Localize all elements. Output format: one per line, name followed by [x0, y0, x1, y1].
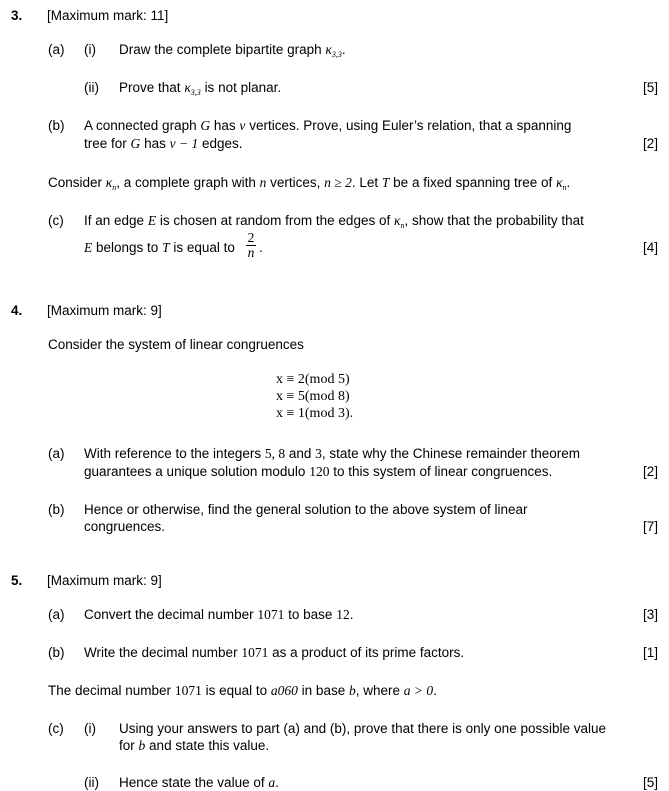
q3a-i-label: (i) — [84, 42, 96, 57]
q4-number: 4. — [11, 303, 23, 318]
q5a-mark: [3] — [642, 607, 658, 622]
kn-symbol: $\kappa_n$ — [105, 175, 117, 192]
q3a-i-question: Draw the complete bipartite graph $\kappa_{3,3}$. — [119, 42, 346, 59]
k33-symbol: $\kappa_{3,3}$ — [184, 80, 201, 97]
q5c-label: (c) — [48, 721, 64, 736]
q4b-mark: [7] — [642, 519, 658, 534]
q3a-i-text: Draw the complete bipartite graph — [119, 42, 322, 57]
q3a-ii-label: (ii) — [84, 80, 99, 95]
q3-consider: Consider $\kappa_n$, a complete graph with n vertices, n ≥ 2. Let T be a fixed spanning tree of $\kappa_n$. — [48, 175, 571, 192]
q3a-ii-question: Prove that $\kappa_{3,3}$ is not planar. — [119, 80, 282, 97]
q4b-line1: Hence or otherwise, find the general solution to the above system of linear — [84, 502, 528, 517]
q5c-i-line2: for b and state this value. — [119, 738, 270, 753]
q3c-end: . — [259, 240, 263, 255]
q4-intro: Consider the system of linear congruences — [48, 337, 304, 352]
congruence-system — [276, 371, 353, 422]
fraction-2-over-n: 2 n — [247, 230, 255, 260]
q5c-ii-label: (ii) — [84, 775, 99, 790]
q5a-label: (a) — [48, 607, 65, 622]
q5c-mark: [5] — [642, 775, 658, 790]
kn-symbol: $\kappa_n$ — [394, 213, 405, 230]
q3c-mark: [4] — [642, 240, 658, 255]
q5b-text: Write the decimal number 1071 as a product of its prime factors. — [84, 645, 465, 660]
q5a-text: Convert the decimal number 1071 to base 12. — [84, 607, 354, 622]
q5b-label: (b) — [48, 645, 65, 660]
q3c-label: (c) — [48, 213, 64, 228]
q3b-mark: [2] — [642, 136, 658, 151]
q3-max-mark: [Maximum mark: 11] — [47, 8, 169, 23]
k33-symbol: $\kappa_{3,3}$ — [325, 42, 342, 59]
q3c-line2: E belongs to T is equal to — [84, 240, 235, 255]
q3c-line1: If an edge E is chosen at random from the edges of $\kappa_n$, show that the probability that — [84, 213, 584, 230]
q5b-mark: [1] — [642, 645, 658, 660]
q3-number: 3. — [11, 8, 23, 23]
congruence-3: x ≡ 1(mod 3). — [276, 406, 354, 421]
q3a-mark: [5] — [642, 80, 658, 95]
congruence-1: x ≡ 2(mod 5) — [276, 372, 350, 387]
q5c-i-line1: Using your answers to part (a) and (b), prove that there is only one possible value — [119, 721, 607, 736]
q5c-ii-text: Hence state the value of a. — [119, 775, 279, 790]
q4b-line2: congruences. — [84, 519, 166, 534]
q3a-label: (a) — [48, 42, 65, 57]
q4a-mark: [2] — [642, 464, 658, 479]
q3b-line1: A connected graph G has v vertices. Prove, using Euler’s relation, that a spanning — [84, 118, 572, 133]
q3b-label: (b) — [48, 118, 65, 133]
q4a-line1: With reference to the integers 5, 8 and 3, state why the Chinese remainder theorem — [84, 446, 581, 461]
kn-symbol: $\kappa_n$ — [556, 175, 567, 192]
q4b-label: (b) — [48, 502, 65, 517]
congruence-2: x ≡ 5(mod 8) — [276, 389, 350, 404]
q5-number: 5. — [11, 573, 23, 588]
q4a-line2: guarantees a unique solution modulo 120 to this system of linear congruences. — [84, 464, 553, 479]
q4-max-mark: [Maximum mark: 9] — [47, 303, 162, 318]
q5-max-mark: [Maximum mark: 9] — [47, 573, 162, 588]
q5-statement: The decimal number 1071 is equal to a060 in base b, where a > 0. — [48, 683, 437, 698]
q4a-label: (a) — [48, 446, 65, 461]
q3b-line2: tree for G has v − 1 edges. — [84, 136, 243, 151]
q5c-i-label: (i) — [84, 721, 96, 736]
